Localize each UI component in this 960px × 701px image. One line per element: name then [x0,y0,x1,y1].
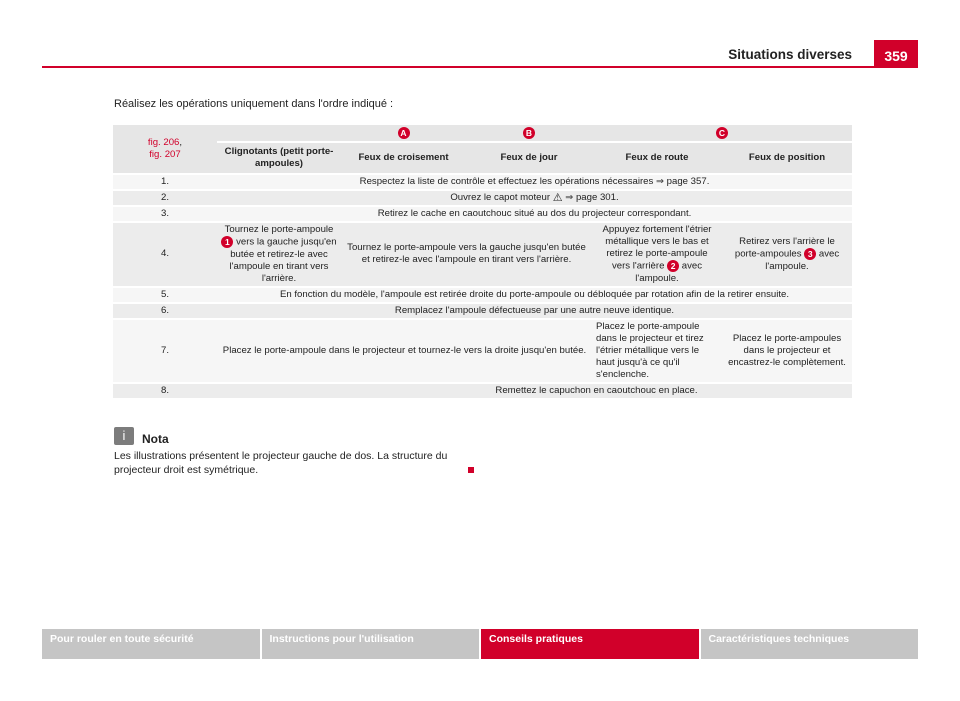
footer-tab-securite[interactable]: Pour rouler en toute sécurité [42,629,260,659]
table-row [113,383,852,399]
fig-ref-separator: , [179,137,183,148]
step-text: Remplacez l'ampoule défectueuse par une autre neuve identique. [217,303,852,319]
footer-tab-conseils[interactable]: Conseils pratiques [481,629,699,659]
step-text: Tournez le porte-ampoule vers la gauche jusqu'en butée et retirez-le avec l'ampoule en tirant vers l'arrière. [341,222,592,287]
group-b-cell [466,125,592,142]
table-row [113,190,852,206]
step-text-part: Retirez vers l'arrière le porte-ampoules [734,236,835,260]
footer-tab-instructions[interactable]: Instructions pour l'utilisation [262,629,480,659]
step-text [592,222,722,287]
table-row [113,287,852,303]
step-text [722,222,852,287]
fig-ref-207[interactable]: fig. 207 [149,149,181,160]
column-header-feux-position: Feux de position [722,142,852,174]
step-text: Remettez le capuchon en caoutchouc en place. [341,383,852,399]
column-header-feux-croisement: Feux de croisement [341,142,466,174]
table-row [113,319,852,383]
step-text-link[interactable]: ⇒ page 301. [562,192,619,203]
group-c-cell [592,125,852,142]
step-text-part: Ouvrez le capot moteur [450,192,553,203]
intro-text: Réalisez les opérations uniquement dans l'ordre indiqué : [114,98,394,110]
info-icon: i [114,427,134,445]
group-a-cell [341,125,466,142]
running-header-title: Situations diverses [728,47,852,62]
step-text: Placez le porte-ampoules dans le projecteur et encastrez-le complètement. [722,319,852,383]
step-number: 4. [113,222,217,287]
step-number: 5. [113,287,217,303]
table-row [113,174,852,190]
column-header-feux-route: Feux de route [592,142,722,174]
step-text-part: vers la gauche jusqu'en butée et retirez-le avec l'ampoule en tirant vers l'arrière. [229,236,337,284]
step-number: 1. [113,174,217,190]
table-row [113,206,852,222]
step-text: En fonction du modèle, l'ampoule est retirée droite du porte-ampoule ou débloquée par rotation afin de la retirer ensuite. [217,287,852,303]
table-row [113,303,852,319]
group-letter-c: C [716,127,728,139]
step-number: 7. [113,319,217,383]
group-letter-a: A [398,127,410,139]
step-text-part: avec l'ampoule. [635,260,703,284]
figure-reference-cell [113,125,217,174]
footer-nav [42,629,918,659]
footer-tab-caracteristiques[interactable]: Caractéristiques techniques [701,629,919,659]
header-rule [42,66,918,68]
step-text: Placez le porte-ampoule dans le projecteur et tirez l'étrier métallique vers le haut jusqu'à ce qu'il s'enclenche. [592,319,722,383]
step-number: 8. [113,383,217,399]
note-title: Nota [142,432,169,446]
callout-2: 2 [667,260,679,272]
column-header-feux-jour: Feux de jour [466,142,592,174]
step-number: 3. [113,206,217,222]
end-of-section-marker [468,467,474,473]
step-text-part: Appuyez fortement l'étrier métallique vers le bas et retirez le porte-ampoule vers l'arrière [602,224,712,272]
note-text: Les illustrations présentent le projecteur gauche de dos. La structure du projecteur droit est symétrique. [114,450,448,476]
header-blank [217,125,341,142]
step-text: Respectez la liste de contrôle et effectuez les opérations nécessaires ⇒ page 357. [217,174,852,190]
step-text: Retirez le cache en caoutchouc situé au dos du projecteur correspondant. [217,206,852,222]
callout-1: 1 [221,236,233,248]
callout-3: 3 [804,248,816,260]
step-number: 2. [113,190,217,206]
warning-icon: ⚠ [552,192,563,204]
empty-cell [217,383,341,399]
column-header-clignotants: Clignotants (petit porte-ampoules) [217,142,341,174]
table-row [113,222,852,287]
step-text [217,190,852,206]
operations-table [113,125,852,400]
step-text-part: avec l'ampoule. [765,248,840,272]
page-number: 359 [874,40,918,68]
step-text: Placez le porte-ampoule dans le projecteur et tournez-le vers la droite jusqu'en butée. [217,319,592,383]
group-letter-b: B [523,127,535,139]
step-text [217,222,341,287]
step-text-part: Tournez le porte-ampoule [224,224,334,235]
fig-ref-206[interactable]: fig. 206 [147,137,180,148]
step-number: 6. [113,303,217,319]
